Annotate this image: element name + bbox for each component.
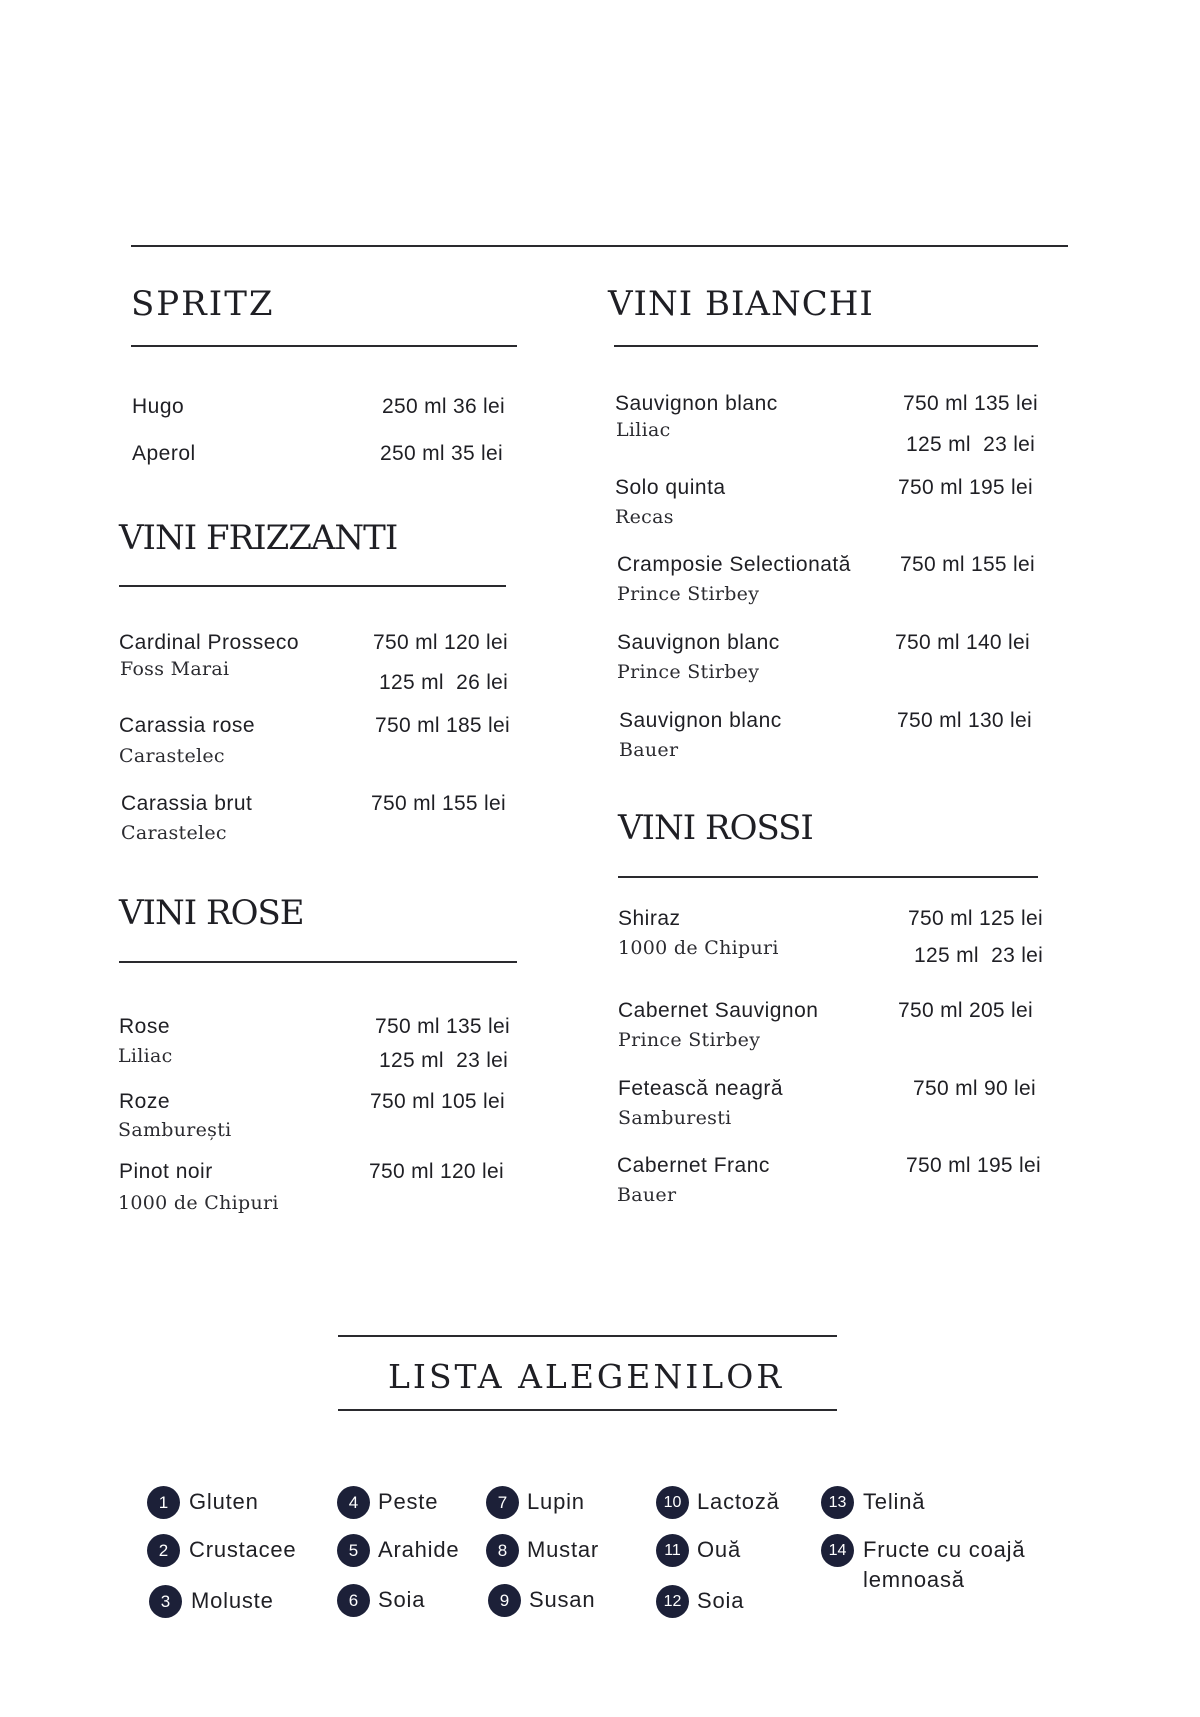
- menu-item-name: Shiraz: [618, 907, 681, 930]
- menu-item-name: Roze: [119, 1090, 171, 1113]
- menu-item-price: 750 ml 205 lei: [898, 999, 1033, 1022]
- menu-item-price: 250 ml 36 lei: [382, 395, 505, 418]
- menu-item-name: Sauvignon blanc: [617, 631, 780, 654]
- allergen-number-badge: 14: [821, 1534, 854, 1567]
- allergens-top-divider: [338, 1335, 837, 1337]
- menu-item-name: Cramposie Selectionată: [617, 553, 851, 576]
- allergen-name: Moluste: [191, 1588, 274, 1613]
- menu-item-producer: Samburești: [118, 1119, 232, 1141]
- menu-item-producer: Recas: [615, 506, 674, 528]
- section-title-allergens: LISTA ALEGENILOR: [388, 1357, 785, 1396]
- allergen-number-badge: 5: [337, 1534, 370, 1567]
- allergen-name: Mustar: [527, 1537, 600, 1562]
- allergen-number-badge: 4: [337, 1486, 370, 1519]
- bianchi-divider: [614, 345, 1038, 347]
- menu-item-name: Solo quinta: [615, 476, 726, 499]
- menu-item-price-glass: 125 ml 23 lei: [379, 1049, 509, 1072]
- allergen-name: Crustacee: [189, 1537, 297, 1562]
- menu-item-name: Pinot noir: [119, 1160, 213, 1183]
- allergen-number-badge: 2: [147, 1534, 180, 1567]
- allergen-number-badge: 11: [656, 1534, 689, 1567]
- menu-item-price: 750 ml 195 lei: [906, 1154, 1041, 1177]
- menu-item-price: 750 ml 120 lei: [369, 1160, 504, 1183]
- menu-item-name: Carassia brut: [121, 792, 253, 815]
- frizzanti-divider: [119, 585, 506, 587]
- menu-item-producer: Samburesti: [618, 1107, 732, 1129]
- menu-item-name: Fetească neagră: [618, 1077, 784, 1100]
- allergen-name: Gluten: [189, 1489, 259, 1514]
- allergen-number-badge: 3: [149, 1585, 182, 1618]
- allergen-name: Arahide: [378, 1537, 460, 1562]
- menu-item-producer: Prince Stirbey: [617, 661, 760, 683]
- menu-item-price: 750 ml 135 lei: [903, 392, 1038, 415]
- menu-item-price: 750 ml 195 lei: [898, 476, 1033, 499]
- allergen-name: Peste: [378, 1489, 439, 1514]
- menu-item-producer: Bauer: [619, 739, 679, 761]
- allergen-name: Fructe cu coajă: [863, 1537, 1026, 1562]
- top-divider: [131, 245, 1068, 247]
- section-title-bianchi: VINI BIANCHI: [608, 284, 874, 324]
- menu-item-price-glass: 125 ml 26 lei: [379, 671, 509, 694]
- menu-item-producer: Foss Marai: [120, 658, 230, 680]
- menu-item-price: 750 ml 125 lei: [908, 907, 1043, 930]
- allergen-name: Lactoză: [697, 1489, 780, 1514]
- menu-item-name: Sauvignon blanc: [615, 392, 778, 415]
- menu-item-producer: Prince Stirbey: [617, 583, 760, 605]
- allergen-number-badge: 6: [337, 1584, 370, 1617]
- spritz-divider: [131, 345, 517, 347]
- allergen-number-badge: 10: [656, 1486, 689, 1519]
- section-title-frizzanti: VINI FRIZZANTI: [119, 518, 398, 558]
- allergen-name: Soia: [697, 1588, 745, 1613]
- menu-item-price: 750 ml 130 lei: [897, 709, 1032, 732]
- allergen-number-badge: 13: [821, 1486, 854, 1519]
- section-title-spritz: SPRITZ: [131, 284, 275, 324]
- menu-item-producer: 1000 de Chipuri: [118, 1192, 279, 1214]
- section-title-rossi: VINI ROSSI: [618, 808, 813, 848]
- menu-item-price: 750 ml 155 lei: [900, 553, 1035, 576]
- allergen-number-badge: 9: [488, 1584, 521, 1617]
- menu-item-price: 750 ml 120 lei: [373, 631, 508, 654]
- allergen-number-badge: 7: [486, 1486, 519, 1519]
- allergen-name: Soia: [378, 1587, 426, 1612]
- menu-item-name: Cabernet Sauvignon: [618, 999, 819, 1022]
- menu-item-price: 750 ml 90 lei: [913, 1077, 1036, 1100]
- menu-item-name: Hugo: [132, 395, 185, 418]
- menu-item-price: 750 ml 185 lei: [375, 714, 510, 737]
- allergen-name: Telină: [863, 1489, 926, 1514]
- allergen-name-line2: lemnoasă: [863, 1567, 965, 1592]
- menu-item-producer: Liliac: [118, 1045, 173, 1067]
- allergen-name: Lupin: [527, 1489, 585, 1514]
- menu-item-name: Aperol: [132, 442, 196, 465]
- menu-item-name: Rose: [119, 1015, 171, 1038]
- menu-item-name: Cabernet Franc: [617, 1154, 770, 1177]
- menu-item-name: Sauvignon blanc: [619, 709, 782, 732]
- menu-item-price: 750 ml 140 lei: [895, 631, 1030, 654]
- allergen-number-badge: 1: [147, 1486, 180, 1519]
- menu-item-name: Cardinal Prosseco: [119, 631, 300, 654]
- menu-item-producer: Bauer: [617, 1184, 677, 1206]
- menu-item-price: 250 ml 35 lei: [380, 442, 503, 465]
- menu-item-price-glass: 125 ml 23 lei: [914, 944, 1044, 967]
- rose-divider: [119, 961, 517, 963]
- menu-item-price-glass: 125 ml 23 lei: [906, 433, 1036, 456]
- allergens-bottom-divider: [338, 1409, 837, 1411]
- menu-item-producer: Carastelec: [121, 822, 227, 844]
- menu-item-price: 750 ml 135 lei: [375, 1015, 510, 1038]
- menu-item-producer: 1000 de Chipuri: [618, 937, 779, 959]
- menu-item-producer: Liliac: [616, 419, 671, 441]
- menu-item-price: 750 ml 155 lei: [371, 792, 506, 815]
- menu-item-producer: Prince Stirbey: [618, 1029, 761, 1051]
- menu-item-price: 750 ml 105 lei: [370, 1090, 505, 1113]
- allergen-number-badge: 8: [486, 1534, 519, 1567]
- menu-item-name: Carassia rose: [119, 714, 256, 737]
- allergen-name: Susan: [529, 1587, 596, 1612]
- allergen-number-badge: 12: [656, 1585, 689, 1618]
- section-title-rose: VINI ROSE: [119, 893, 304, 933]
- menu-item-producer: Carastelec: [119, 745, 225, 767]
- rossi-divider: [618, 876, 1038, 878]
- allergen-name: Ouă: [697, 1537, 741, 1562]
